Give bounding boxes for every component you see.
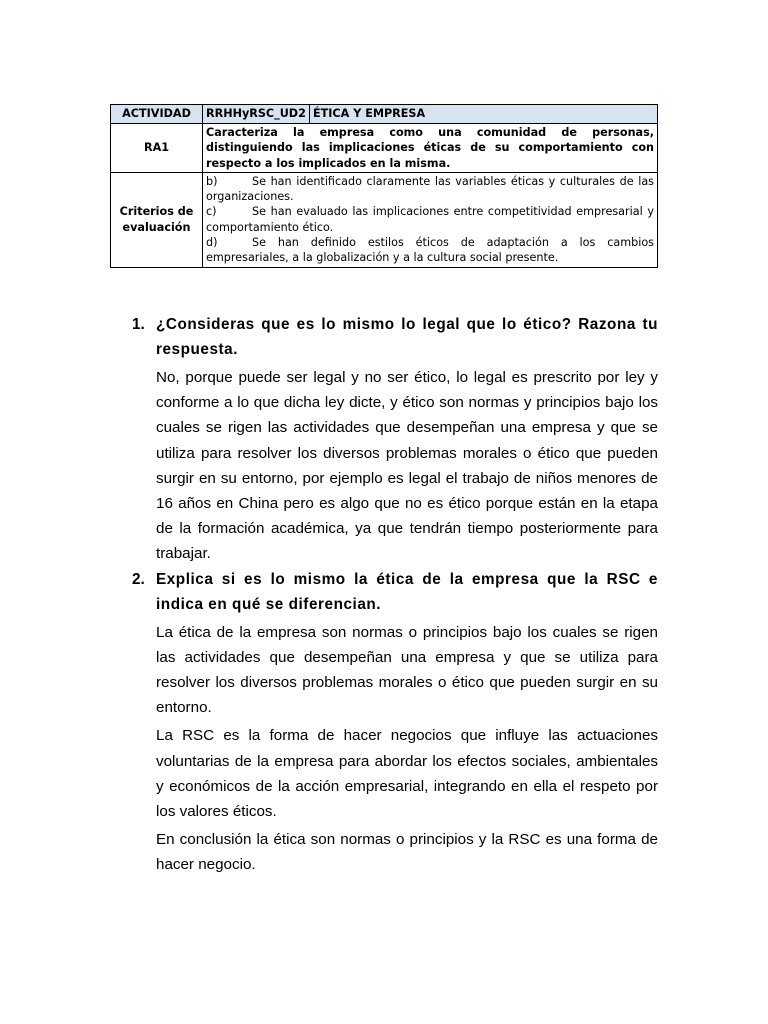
criterion-letter: c) [206, 205, 217, 219]
criterion-text: Se han definido estilos éticos de adaptación a los cambios empresariales, a la globalización y a la cultura social presente. [206, 236, 654, 265]
answer-paragraph: No, porque puede ser legal y no ser ético, lo legal es prescrito por ley y conforme a lo que dicha ley dicte, y ético son normas y principios bajo los cuales se rigen las actividades que desempeñan una empresa y que se utiliza para resolver los diversos problemas morales o ético que pueden surgir en su entorno, por ejemplo es legal el trabajo de niños menores de 16 años en China pero es algo que no es ético porque están en la etapa de la formación académica, ya que tendrán tiempo posteriormente para trabajar. [156, 369, 658, 563]
criteria-row [111, 172, 658, 267]
ra-description: Caracteriza la empresa como una comunidad de personas, distinguiendo las implicaciones éticas de su comportamiento con respecto a los implicados en la misma. [203, 124, 658, 173]
question-list [128, 312, 658, 878]
activity-table [110, 104, 658, 268]
ra-label: RA1 [111, 124, 203, 173]
criterion-c [206, 204, 654, 235]
question-title: Explica si es lo mismo la ética de la empresa que la RSC e indica en qué se diferencian. [156, 570, 658, 613]
question-2 [128, 567, 658, 878]
criterion-d [206, 235, 654, 266]
answer-paragraph: En conclusión la ética son normas o principios y la RSC es una forma de hacer negocio. [156, 831, 658, 874]
criteria-list [203, 172, 658, 267]
activity-label: ACTIVIDAD [111, 105, 203, 124]
question-title: ¿Consideras que es lo mismo lo legal que lo ético? Razona tu respuesta. [156, 316, 658, 358]
answer-paragraph: La RSC es la forma de hacer negocios que influye las actuaciones voluntarias de la empresa para abordar los efectos sociales, ambientales y económicos de la acción empresarial, integrando en ella el respeto por los valores éticos. [156, 727, 658, 821]
criterion-b [206, 174, 654, 205]
criterion-text: Se han evaluado las implicaciones entre competitividad empresarial y comportamiento ético. [206, 205, 654, 234]
answer-paragraph: La ética de la empresa son normas o principios bajo los cuales se rigen las actividades que desempeñan una empresa y que se utiliza para resolver los diversos problemas morales o ético que pueden surgir en su entorno. [156, 623, 658, 717]
criterion-text: Se han identificado claramente las variables éticas y culturales de las organizaciones. [206, 174, 654, 204]
criterion-letter: d) [206, 236, 218, 250]
activity-title: ÉTICA Y EMPRESA [310, 105, 658, 124]
criterion-letter: b) [206, 174, 218, 188]
activity-code: RRHHyRSC_UD2 [203, 105, 310, 124]
criteria-label: Criterios de evaluación [111, 172, 203, 267]
question-number: 2. [132, 570, 145, 588]
question-number: 1. [132, 316, 145, 333]
question-1 [128, 312, 658, 567]
activity-header-row [111, 105, 658, 124]
ra-row [111, 124, 658, 173]
